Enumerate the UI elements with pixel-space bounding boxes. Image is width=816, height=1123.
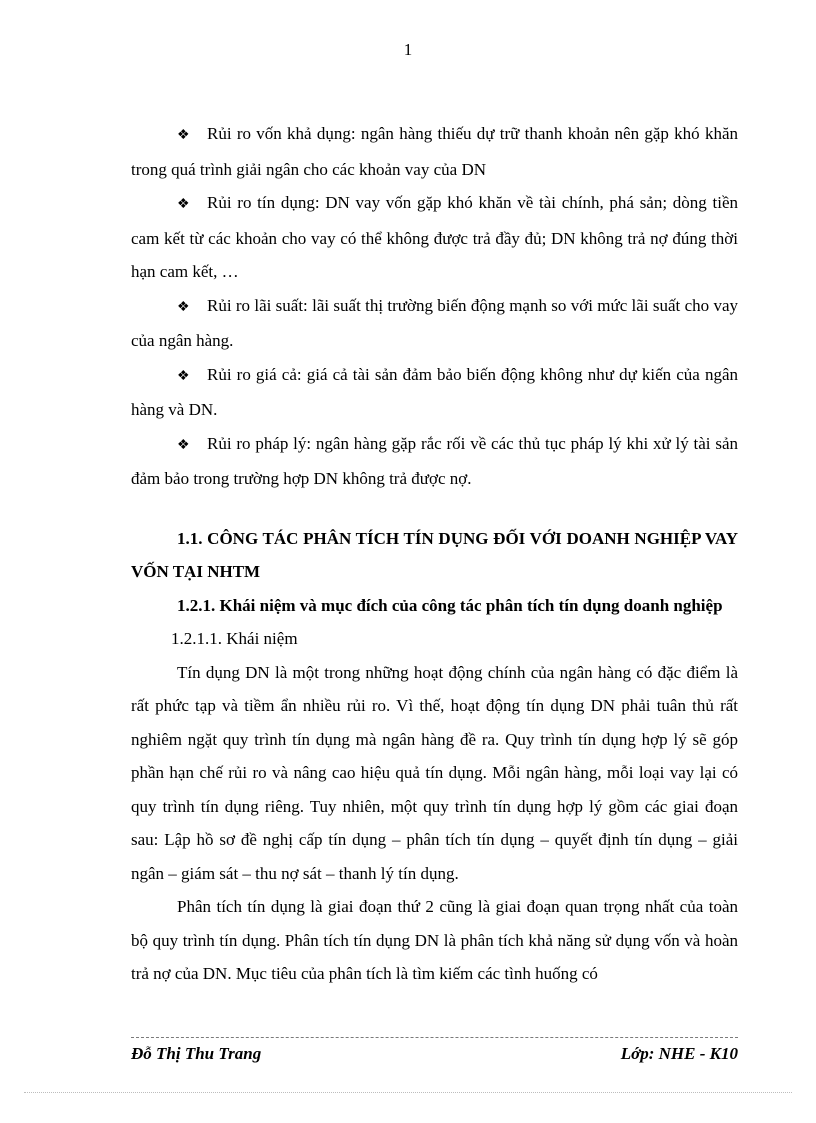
list-item (131, 358, 738, 427)
bullet-text: Rủi ro pháp lý: ngân hàng gặp rắc rối về các thủ tục pháp lý khi xử lý tài sản đảm bảo trong trường hợp DN không trả được nợ. (131, 433, 738, 488)
body-paragraph: Tín dụng DN là một trong những hoạt động chính của ngân hàng có đặc điểm là rất phức tạp và tiềm ẩn nhiều rủi ro. Vì thế, hoạt động tín dụng DN phải tuân thủ rất nghiêm ngặt quy trình tín dụng mà ngân hàng đề ra. Quy trình tín dụng hợp lý sẽ góp phần hạn chế rủi ro và nâng cao hiệu quả tín dụng. Mỗi ngân hàng, mỗi loại vay lại có quy trình tín dụng riêng. Tuy nhiên, một quy trình tín dụng hợp lý gồm các giai đoạn sau: Lập hồ sơ đề nghị cấp tín dụng – phân tích tín dụng – quyết định tín dụng – giải ngân – giám sát – thu nợ sát – thanh lý tín dụng. (131, 662, 738, 883)
list-item (131, 289, 738, 358)
bullet-text: Rủi ro tín dụng: DN vay vốn gặp khó khăn về tài chính, phá sản; dòng tiền cam kết từ các khoản cho vay có thể không được trả đầy đủ; DN không trả nợ đúng thời hạn cam kết, … (131, 193, 738, 281)
subsection-heading: 1.2.1. Khái niệm và mục đích của công tác phân tích tín dụng doanh nghiệp (177, 595, 723, 615)
diamond-bullet-icon: ❖ (177, 368, 190, 384)
bullet-text: Rủi ro vốn khả dụng: ngân hàng thiếu dự trữ thanh khoản nên gặp khó khăn trong quá trình giải ngân cho các khoản vay của DN (131, 124, 738, 179)
section-heading: 1.1. CÔNG TÁC PHÂN TÍCH TÍN DỤNG ĐỐI VỚI DOANH NGHIỆP VAY VỐN TẠI NHTM (131, 528, 738, 581)
bullet-text: Rủi ro lãi suất: lãi suất thị trường biến động mạnh so với mức lãi suất cho vay của ngân hàng. (131, 295, 738, 350)
footer-author: Đỗ Thị Thu Trang (131, 1044, 262, 1063)
list-item (131, 186, 738, 289)
page-bottom-border (24, 1092, 792, 1093)
page-number: 1 (403, 40, 413, 59)
footer-divider (131, 1037, 738, 1038)
diamond-bullet-icon: ❖ (177, 437, 190, 453)
list-item (131, 117, 738, 186)
diamond-bullet-icon: ❖ (177, 299, 190, 315)
list-item (131, 427, 738, 496)
diamond-bullet-icon: ❖ (177, 197, 190, 212)
footer-class: Lớp: NHE - K10 (620, 1044, 738, 1063)
body-paragraph: Phân tích tín dụng là giai đoạn thứ 2 cũng là giai đoạn quan trọng nhất của toàn bộ quy trình tín dụng. Phân tích tín dụng DN là phân tích khả năng sử dụng vốn và hoàn trả nợ của DN. Mục tiêu của phân tích là tìm kiếm các tình huống có (131, 897, 738, 983)
document-body (131, 117, 738, 991)
bullet-text: Rủi ro giá cả: giá cả tài sản đảm bảo biến động không như dự kiến của ngân hàng và DN. (131, 364, 738, 419)
diamond-bullet-icon: ❖ (177, 128, 190, 143)
subsubsection-heading: 1.2.1.1. Khái niệm (171, 629, 298, 648)
